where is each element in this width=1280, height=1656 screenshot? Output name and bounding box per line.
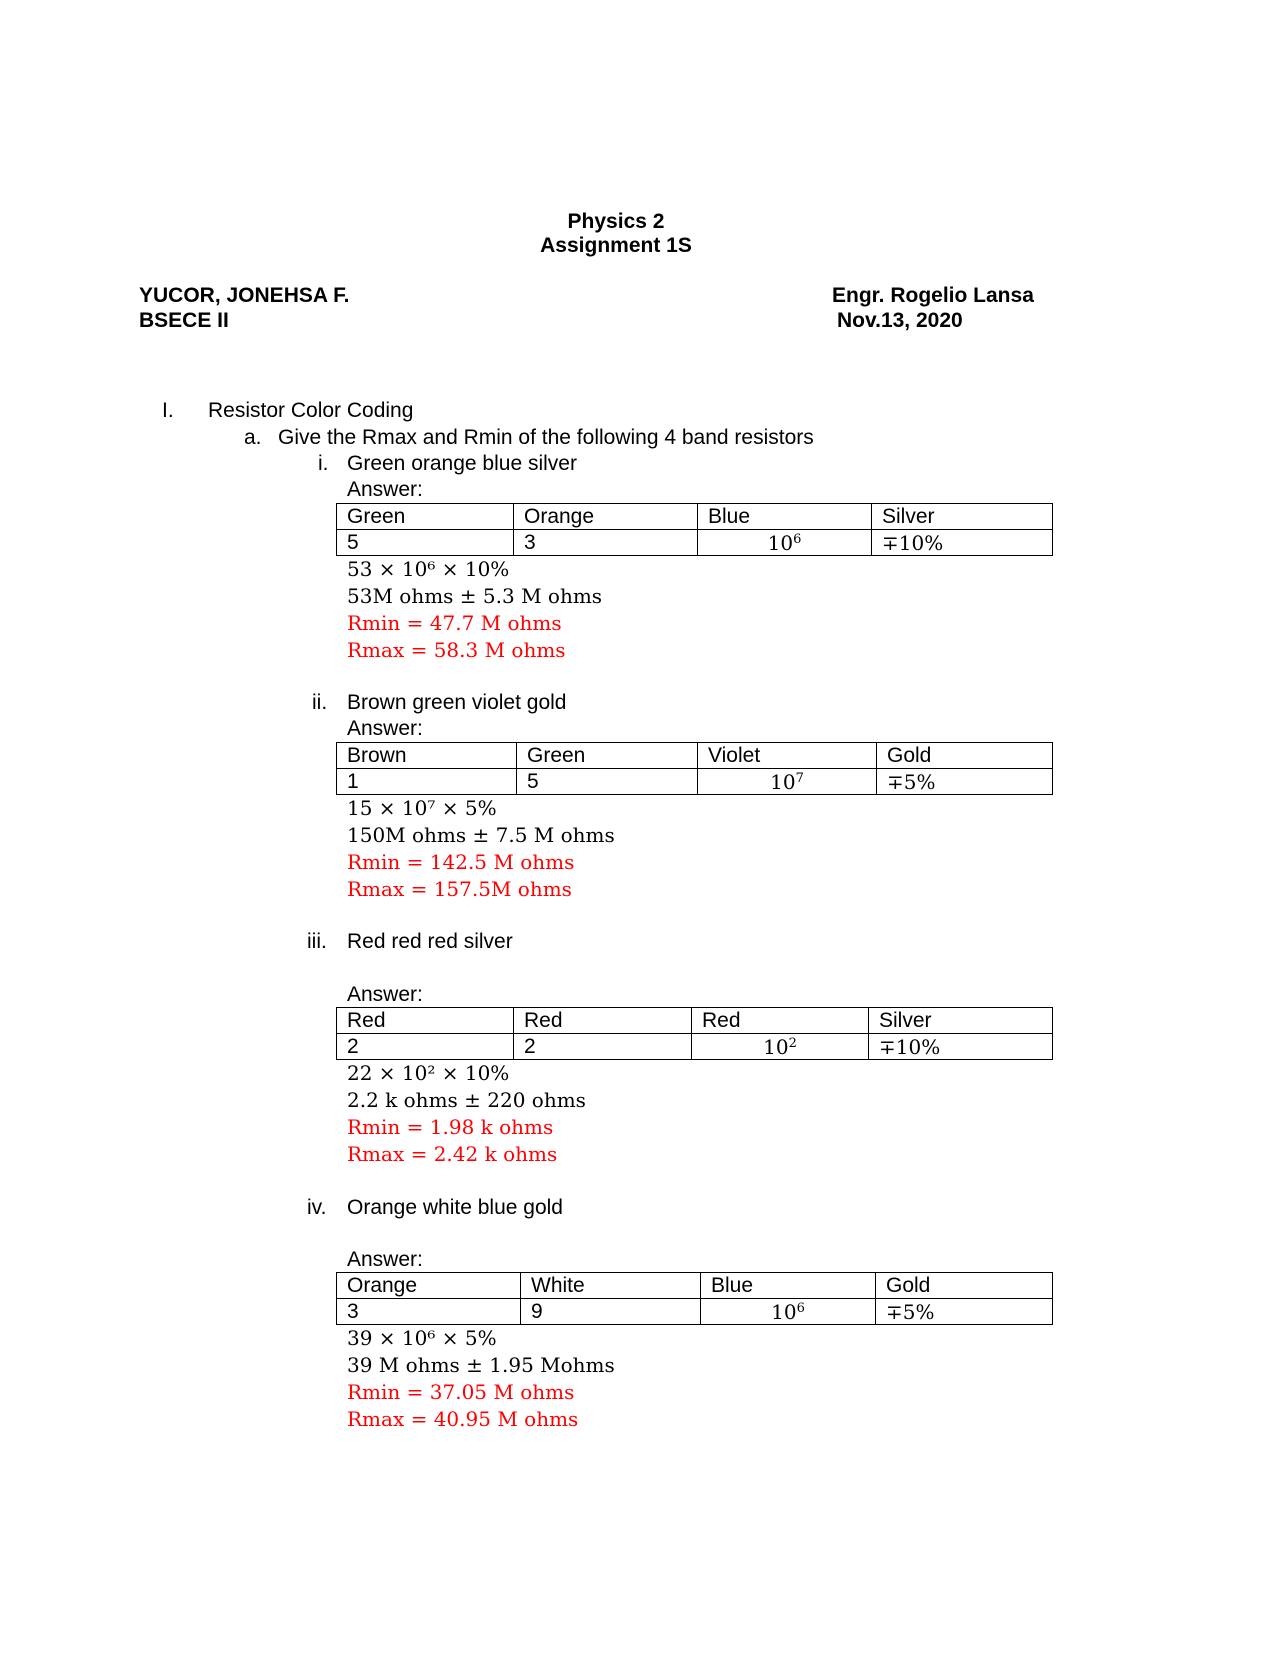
submission-date: Nov.13, 2020	[837, 309, 963, 332]
rmax-result: Rmax = 40.95 M ohms	[347, 1407, 579, 1431]
tolerance-value: ∓5%	[877, 769, 1053, 795]
digit-1-value: 3	[337, 1299, 521, 1325]
resistor-table	[336, 1272, 1053, 1325]
table-row	[337, 1273, 1053, 1299]
rmin-result: Rmin = 47.7 M ohms	[347, 611, 562, 635]
student-section: BSECE II	[139, 309, 229, 332]
digit-1-value: 5	[337, 530, 514, 556]
band-1-color: Orange	[337, 1273, 521, 1299]
band-4-color: Silver	[869, 1008, 1053, 1034]
problem-title: Red red red silver	[347, 930, 513, 953]
resistance-value: 53M ohms ± 5.3 M ohms	[347, 584, 603, 608]
problem-title: Brown green violet gold	[347, 691, 567, 714]
answer-label: Answer:	[347, 983, 423, 1006]
section-title: Resistor Color Coding	[208, 399, 414, 422]
multiplier-value	[698, 530, 872, 556]
subsection-label: a.	[244, 426, 262, 449]
band-3-color: Blue	[698, 504, 872, 530]
answer-label: Answer:	[347, 478, 423, 501]
table-row	[337, 743, 1053, 769]
problem-numeral: ii.	[312, 691, 328, 714]
band-3-color: Red	[692, 1008, 869, 1034]
table-row	[337, 1008, 1053, 1034]
digit-2-value: 3	[514, 530, 698, 556]
answer-label: Answer:	[347, 717, 423, 740]
resistor-table	[336, 503, 1053, 556]
rmax-result: Rmax = 157.5M ohms	[347, 877, 572, 901]
band-1-color: Brown	[337, 743, 517, 769]
problem-title: Orange white blue gold	[347, 1196, 563, 1219]
digit-2-value: 9	[521, 1299, 701, 1325]
multiplier-base: 10	[767, 530, 794, 555]
band-2-color: Orange	[514, 504, 698, 530]
table-row	[337, 530, 1053, 556]
tolerance-value: ∓10%	[872, 530, 1053, 556]
rmax-result: Rmax = 58.3 M ohms	[347, 638, 566, 662]
multiplier-value	[692, 1034, 869, 1060]
multiplier-base: 10	[771, 1299, 797, 1324]
calculation-line: 22 × 10² × 10%	[347, 1061, 510, 1085]
rmin-result: Rmin = 37.05 M ohms	[347, 1380, 575, 1404]
student-name: YUCOR, JONEHSA F.	[139, 284, 350, 307]
calculation-line: 39 × 10⁶ × 5%	[347, 1326, 497, 1350]
table-row	[337, 1034, 1053, 1060]
problem-numeral: iii.	[307, 930, 327, 953]
rmin-result: Rmin = 1.98 k ohms	[347, 1115, 554, 1139]
multiplier-value	[701, 1299, 876, 1325]
resistor-table	[336, 742, 1053, 795]
band-4-color: Silver	[872, 504, 1053, 530]
band-4-color: Gold	[876, 1273, 1053, 1299]
band-1-color: Red	[337, 1008, 514, 1034]
calculation-line: 53 × 10⁶ × 10%	[347, 557, 510, 581]
resistor-table	[336, 1007, 1053, 1060]
digit-2-value: 5	[517, 769, 698, 795]
band-1-color: Green	[337, 504, 514, 530]
instructor-name: Engr. Rogelio Lansa	[832, 284, 1034, 307]
table-row	[337, 769, 1053, 795]
assignment-title: Assignment 1S	[540, 234, 692, 257]
digit-1-value: 1	[337, 769, 517, 795]
subsection-title: Give the Rmax and Rmin of the following 4 band resistors	[278, 426, 814, 449]
resistance-value: 39 M ohms ± 1.95 Mohms	[347, 1353, 615, 1377]
band-2-color: Green	[517, 743, 698, 769]
band-3-color: Violet	[698, 743, 877, 769]
multiplier-exponent: 7	[795, 770, 804, 786]
table-row	[337, 504, 1053, 530]
problem-title: Green orange blue silver	[347, 452, 577, 475]
course-title: Physics 2	[567, 210, 665, 233]
resistance-value: 150M ohms ± 7.5 M ohms	[347, 823, 615, 847]
band-2-color: Red	[514, 1008, 692, 1034]
problem-numeral: iv.	[307, 1196, 327, 1219]
calculation-line: 15 × 10⁷ × 5%	[347, 796, 497, 820]
rmin-result: Rmin = 142.5 M ohms	[347, 850, 575, 874]
digit-2-value: 2	[514, 1034, 692, 1060]
multiplier-exponent: 6	[796, 1300, 805, 1316]
multiplier-base: 10	[763, 1034, 789, 1059]
table-row	[337, 1299, 1053, 1325]
rmax-result: Rmax = 2.42 k ohms	[347, 1142, 558, 1166]
problem-numeral: i.	[318, 452, 329, 475]
resistance-value: 2.2 k ohms ± 220 ohms	[347, 1088, 586, 1112]
band-4-color: Gold	[877, 743, 1053, 769]
multiplier-base: 10	[770, 769, 796, 794]
tolerance-value: ∓10%	[869, 1034, 1053, 1060]
multiplier-value	[698, 769, 877, 795]
multiplier-exponent: 6	[793, 531, 802, 547]
band-3-color: Blue	[701, 1273, 876, 1299]
digit-1-value: 2	[337, 1034, 514, 1060]
tolerance-value: ∓5%	[876, 1299, 1053, 1325]
multiplier-exponent: 2	[788, 1035, 797, 1051]
answer-label: Answer:	[347, 1248, 423, 1271]
section-numeral: I.	[162, 399, 174, 422]
band-2-color: White	[521, 1273, 701, 1299]
